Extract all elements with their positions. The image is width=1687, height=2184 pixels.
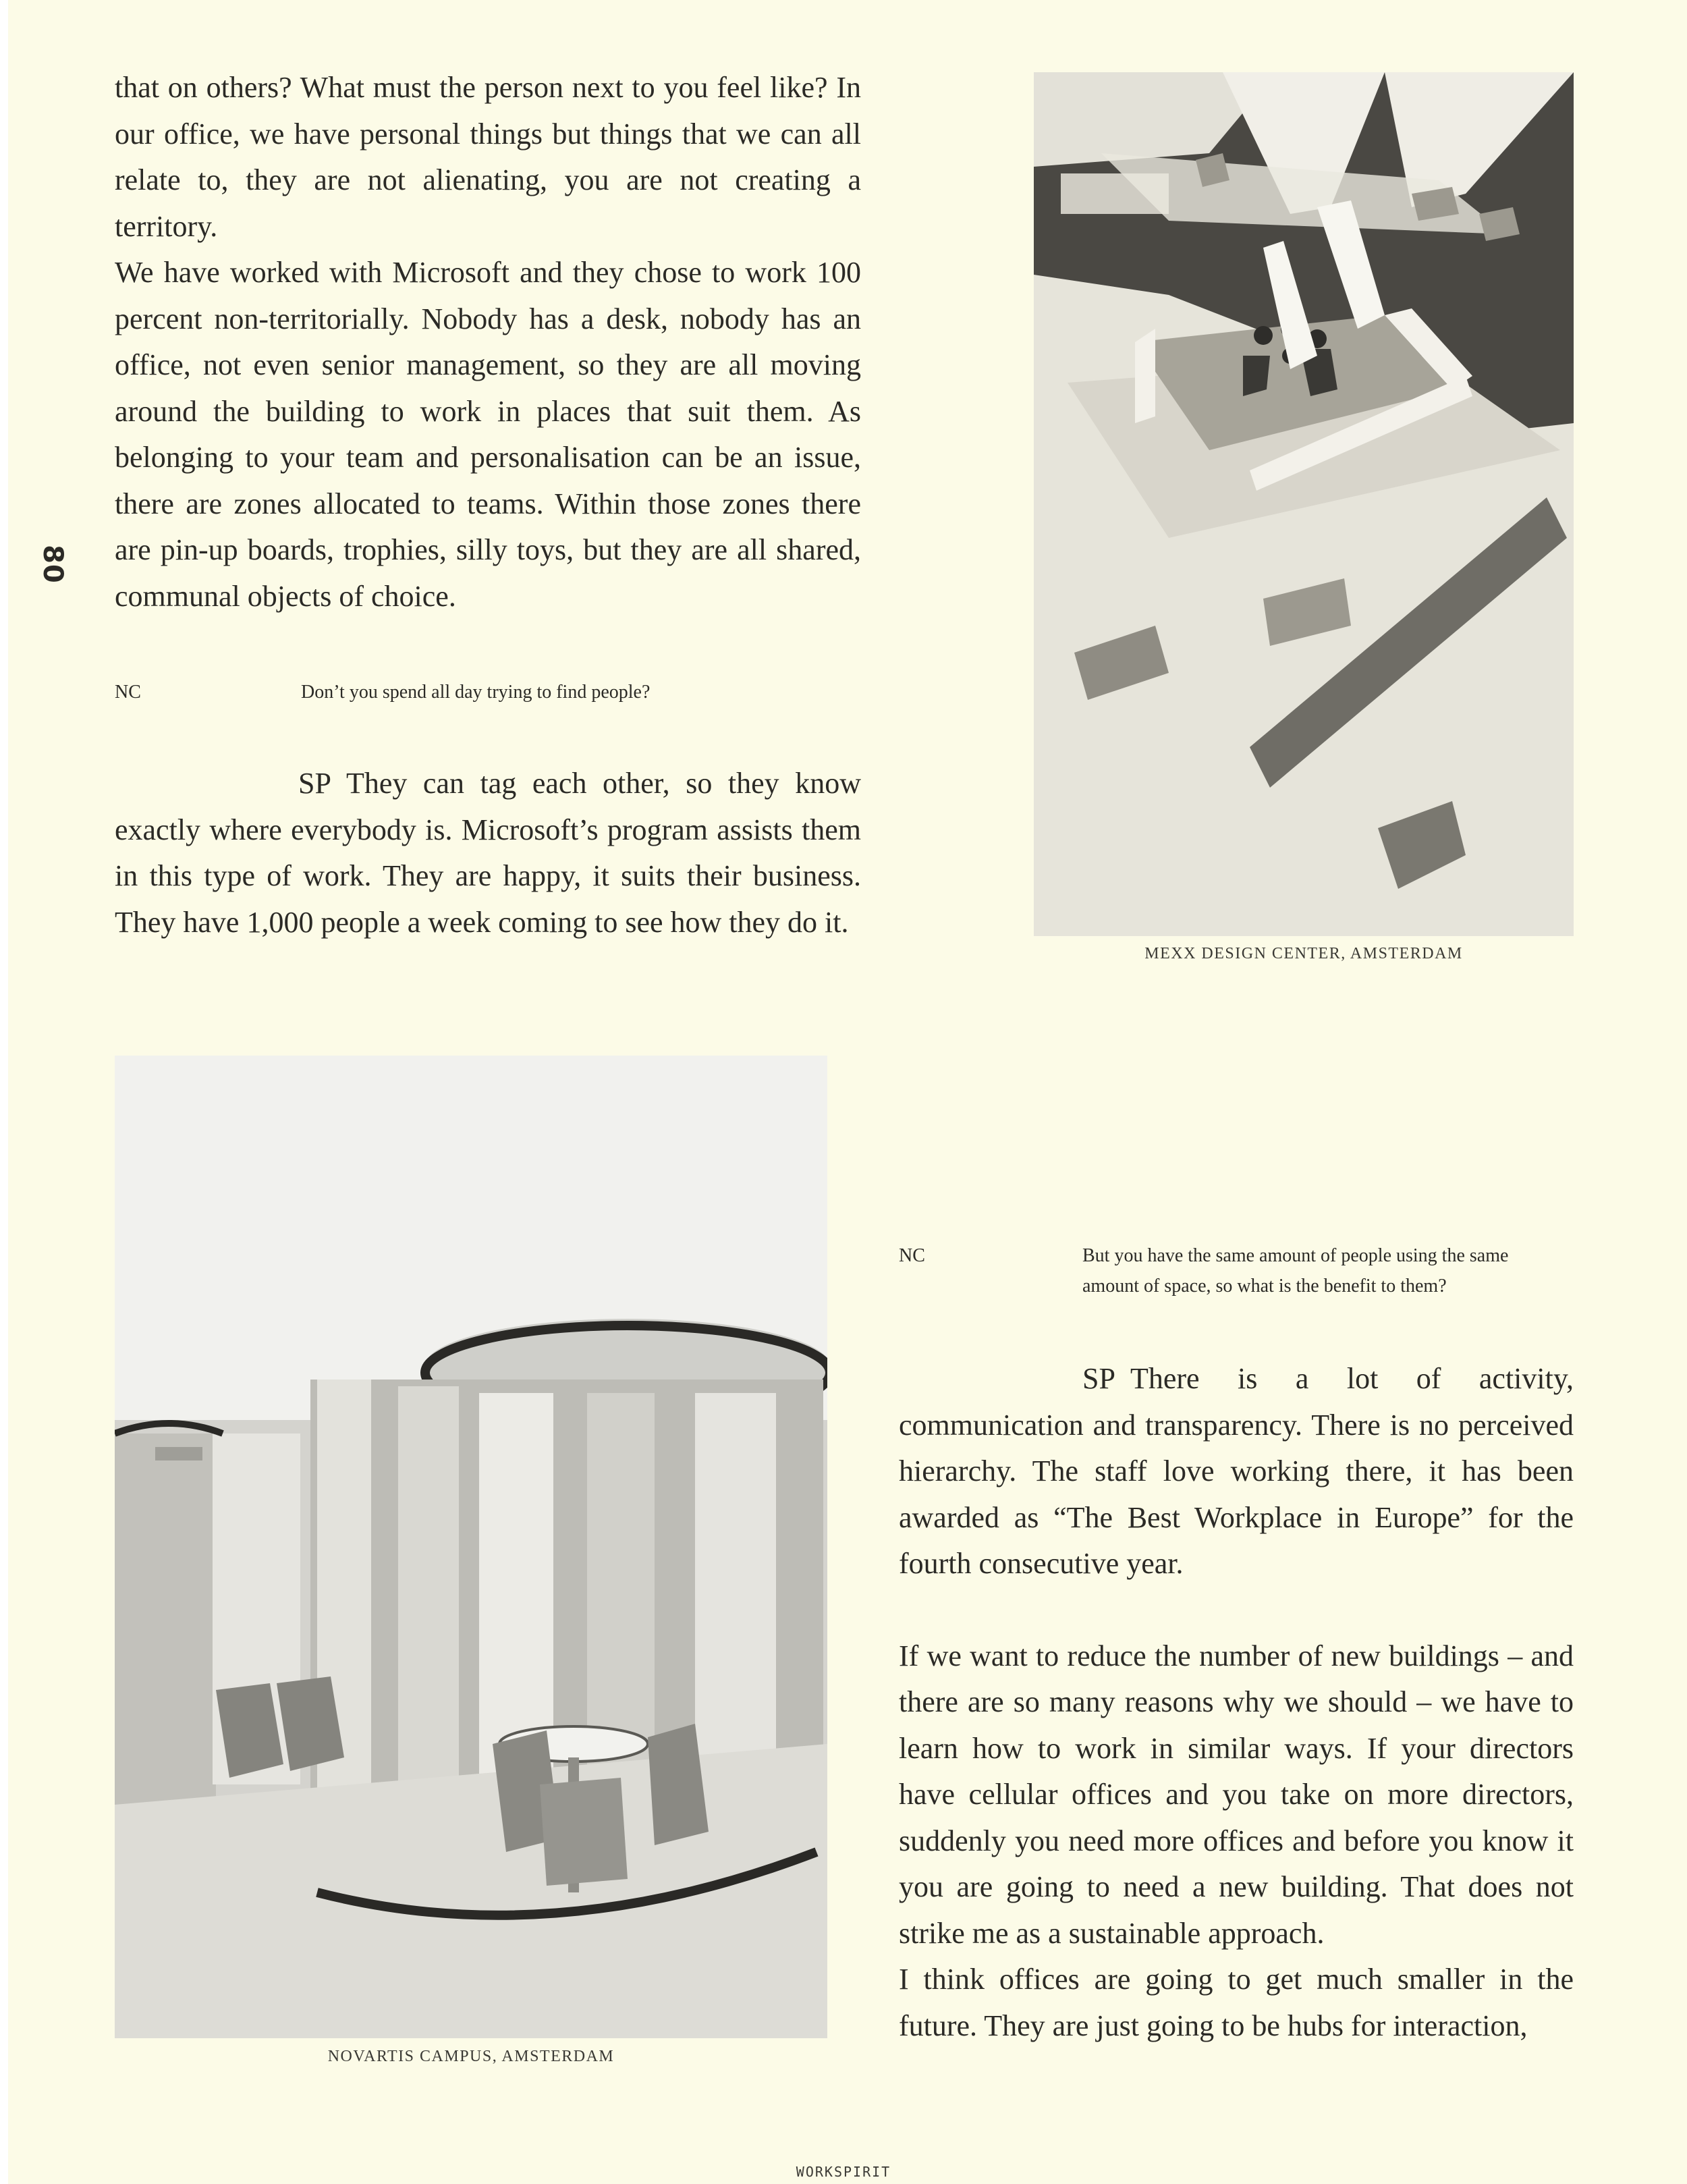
interview-question bbox=[115, 677, 861, 707]
paragraph: We have worked with Microsoft and they chose to work 100 percent non-territorially. Nobody has a desk, nobody has an office, not even senior management, so they are all moving around the building to work in places that suit them. As belonging to your team and personalisation can be an issue, there are zones allocated to teams. Within those zones there are pin-up boards, trophies, silly toys, but they are all shared, communal objects of choice. bbox=[115, 256, 861, 613]
page-footer: WORKSPIRIT bbox=[796, 2164, 891, 2180]
answer-text: They can tag each other, so they know exactly where everybody is. Microsoft’s program assists them in this type of work. They are happy, it suits their business. They have 1,000 people a week coming to see how they do it. bbox=[115, 767, 861, 939]
speaker-initials: NC bbox=[899, 1245, 925, 1266]
left-column-text bbox=[115, 65, 861, 620]
page-number: 80 bbox=[37, 545, 68, 584]
paragraph: that on others? What must the person next to you feel like? In our office, we have personal things but things that we can all relate to, they are not alienating, you are not creating a territory. bbox=[115, 71, 861, 243]
answer-text: There is a lot of activity, communication and transparency. There is no perceived hierarchy. The staff love working there, it has been awarded as “The Best Workplace in Europe” for the fourth consecutive year. bbox=[899, 1362, 1574, 1580]
interview-question bbox=[899, 1240, 1574, 1301]
photo-caption: MEXX DESIGN CENTER, AMSTERDAM bbox=[1144, 945, 1463, 962]
speaker-initials: SP bbox=[298, 767, 331, 800]
interview-answer bbox=[115, 761, 861, 946]
photo-caption: NOVARTIS CAMPUS, AMSTERDAM bbox=[327, 2048, 615, 2065]
paragraph: I think offices are going to get much smaller in the future. They are just going to be hubs for interaction, bbox=[899, 1963, 1574, 2042]
question-text: But you have the same amount of people using the same amount of space, so what is the benefit to them? bbox=[1082, 1245, 1509, 1296]
speaker-initials: SP bbox=[1082, 1362, 1115, 1395]
right-column-text bbox=[899, 1356, 1574, 2049]
interview-answer bbox=[899, 1356, 1574, 1587]
speaker-initials: NC bbox=[115, 682, 141, 703]
paragraph: If we want to reduce the number of new buildings – and there are so many reasons why we should – we have to learn how to work in similar ways. If your directors have cellular offices and you take on more directors, suddenly you need more offices and before you know it you are going to need a new building. That does not strike me as a sustainable approach. bbox=[899, 1639, 1574, 1950]
photo-novartis-campus bbox=[115, 1056, 827, 2038]
question-text: Don’t you spend all day trying to find people? bbox=[301, 682, 651, 703]
page-edge bbox=[0, 0, 8, 2184]
photo-mexx-design-center bbox=[1034, 72, 1574, 936]
